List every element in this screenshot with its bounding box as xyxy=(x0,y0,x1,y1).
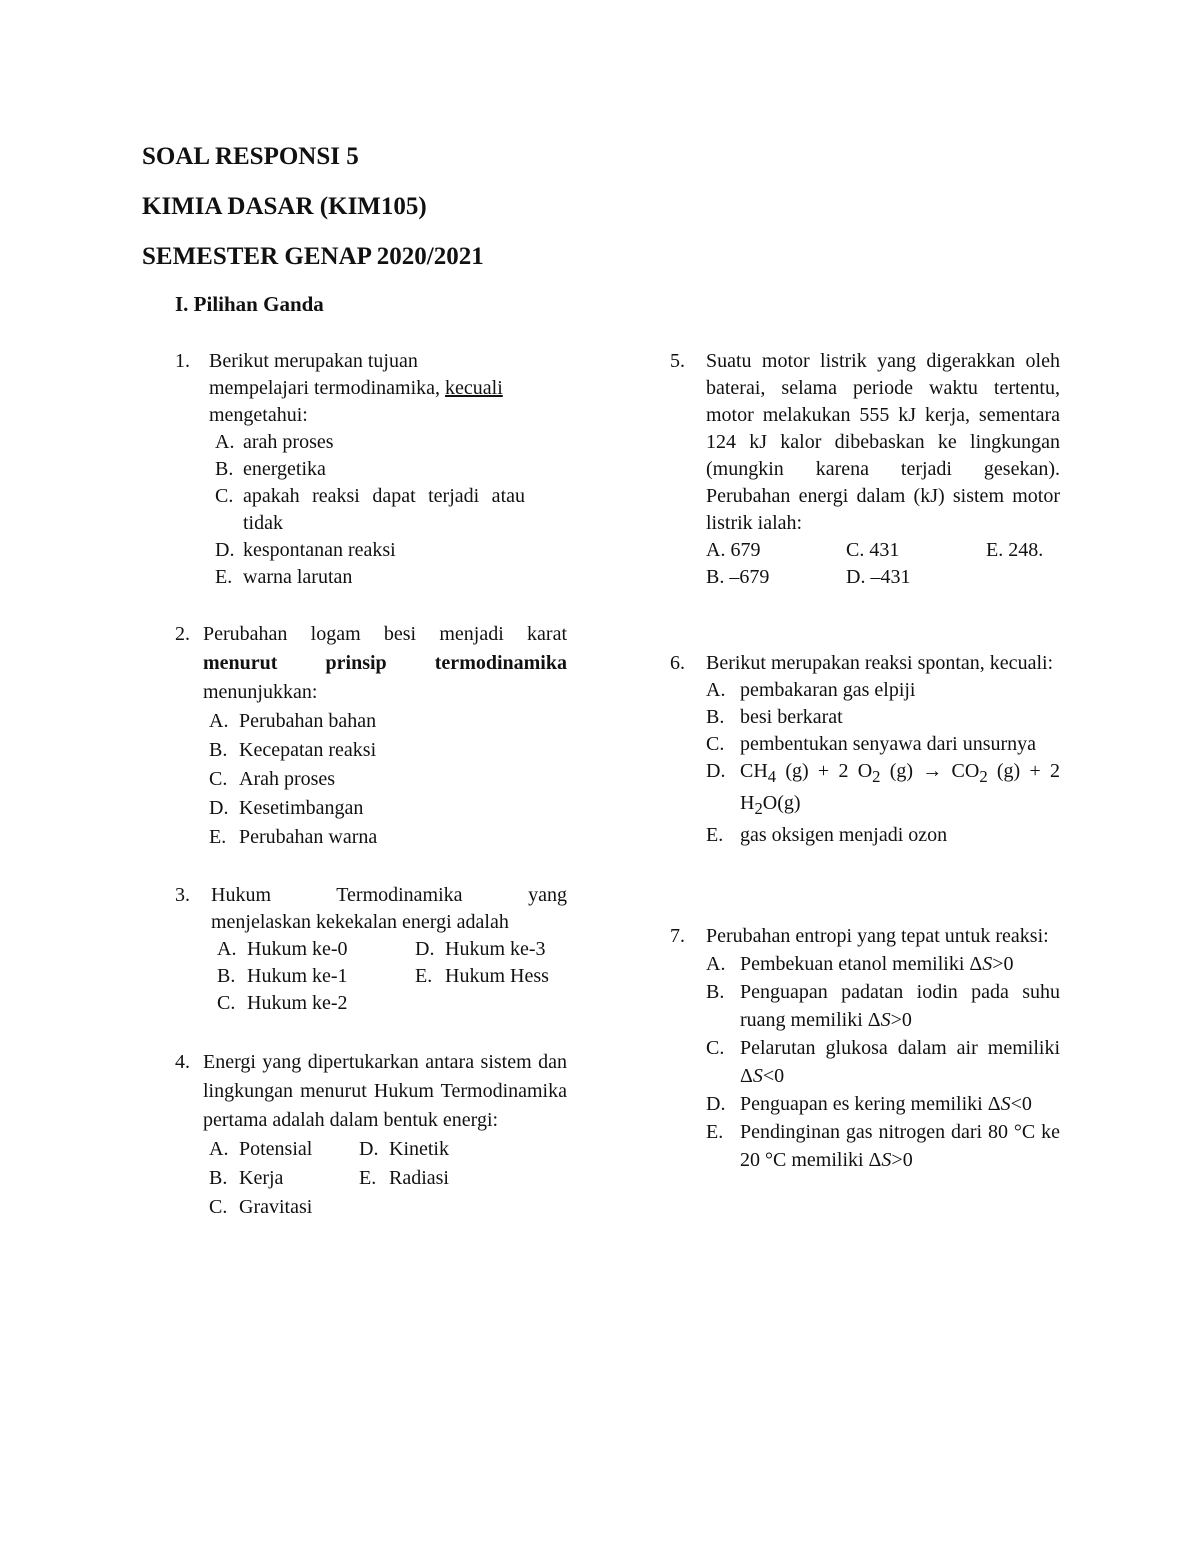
question-1 xyxy=(175,348,567,591)
question-text: Berikut merupakan tujuan mempelajari termodinamika, kecuali mengetahui: xyxy=(209,350,503,426)
option: D. Kesetimbangan xyxy=(209,797,364,819)
question-number: 4. xyxy=(175,1051,190,1073)
option: E. 248. xyxy=(986,539,1044,561)
question-6 xyxy=(670,650,1060,849)
option: B. energetika xyxy=(215,458,326,480)
option-grid xyxy=(217,936,567,1017)
option: D. kespontanan reaksi xyxy=(215,539,396,561)
question-3 xyxy=(175,882,567,1017)
option-equation: D. $CH_4$ (g) + 2 $O_2$ $(g) \to CO_2$ (g) + 2 $H_2O(g)$ xyxy=(706,758,1060,822)
option: B. –679 xyxy=(706,566,770,588)
option: D. –431 xyxy=(846,566,911,588)
option: A. Pembekuan etanol memiliki ΔS>0 xyxy=(706,953,1014,975)
question-2 xyxy=(175,620,567,852)
question-number: 2. xyxy=(175,623,190,645)
option: C. apakah reaksi dapat terjadi atau tidak xyxy=(215,485,525,534)
question-7 xyxy=(670,922,1060,1174)
question-text: Energi yang dipertukarkan antara sistem dan lingkungan menurut Hukum Termodinamika pertama adalah dalam bentuk energi: xyxy=(203,1051,567,1131)
option: E. Pendinginan gas nitrogen dari 80 °C ke 20 °C memiliki ΔS>0 xyxy=(706,1121,1060,1171)
option: B. Kecepatan reaksi xyxy=(209,739,377,761)
option: C. 431 xyxy=(846,539,900,561)
option: D. Kinetik xyxy=(359,1138,449,1160)
question-text: Berikut merupakan reaksi spontan, kecuali: xyxy=(706,652,1054,674)
option: A. 679 xyxy=(706,539,761,561)
option: B. besi berkarat xyxy=(706,706,843,728)
question-text: Perubahan entropi yang tepat untuk reaksi: xyxy=(706,925,1049,947)
question-text: Perubahan logam besi menjadi karat menurut prinsip termodinamika menunjukkan: xyxy=(203,623,567,703)
option: E. warna larutan xyxy=(215,566,353,588)
option: A. Perubahan bahan xyxy=(209,710,377,732)
option: B. Kerja xyxy=(209,1167,284,1189)
question-number: 6. xyxy=(670,652,685,674)
option: C. pembentukan senyawa dari unsurnya xyxy=(706,733,1037,755)
option: E. gas oksigen menjadi ozon xyxy=(706,824,948,846)
option: E. Hukum Hess xyxy=(415,965,549,987)
option: D. Hukum ke-3 xyxy=(415,938,546,960)
option-grid xyxy=(706,537,1060,591)
question-number: 3. xyxy=(175,884,190,906)
option: B. Penguapan padatan iodin pada suhu ruang memiliki ΔS>0 xyxy=(706,981,1060,1031)
option-list xyxy=(209,707,567,852)
option-list xyxy=(706,950,1060,1174)
question-text: Suatu motor listrik yang digerakkan oleh baterai, selama periode waktu tertentu, motor melakukan 555 kJ kerja, sementara 124 kJ kalor dibebaskan ke lingkungan (mungkin karena terjadi gesekan). Perubahan energi dalam (kJ) sistem motor listrik ialah: xyxy=(706,350,1060,534)
option: A. pembakaran gas elpiji xyxy=(706,679,916,701)
option: A. arah proses xyxy=(215,431,334,453)
option-grid xyxy=(209,1135,567,1222)
option: C. Pelarutan glukosa dalam air memiliki ΔS<0 xyxy=(706,1037,1060,1087)
option: E. Perubahan warna xyxy=(209,826,378,848)
question-4 xyxy=(175,1048,567,1222)
question-number: 5. xyxy=(670,350,685,372)
option: C. Hukum ke-2 xyxy=(217,992,348,1014)
option: A. Hukum ke-0 xyxy=(217,938,348,960)
emphasis-bold: menurut prinsip termodinamika xyxy=(203,652,567,674)
question-number: 7. xyxy=(670,925,685,947)
emphasis-underline: kecuali xyxy=(445,377,503,399)
semester-title: SEMESTER GENAP 2020/2021 xyxy=(142,243,484,270)
option: B. Hukum ke-1 xyxy=(217,965,348,987)
chemical-equation: $CH_4$ (g) + 2 $O_2$ $(g) \to CO_2$ (g) + 2 $H_2O(g)$ xyxy=(740,760,1060,818)
option: C. Arah proses xyxy=(209,768,336,790)
course-title: KIMIA DASAR (KIM105) xyxy=(142,193,427,220)
option: E. Radiasi xyxy=(359,1167,449,1189)
question-5 xyxy=(670,348,1060,591)
option: C. Gravitasi xyxy=(209,1196,313,1218)
option: D. Penguapan es kering memiliki ΔS<0 xyxy=(706,1093,1032,1115)
option: A. Potensial xyxy=(209,1138,313,1160)
doc-title: SOAL RESPONSI 5 xyxy=(142,143,359,170)
section-heading: I. Pilihan Ganda xyxy=(175,292,324,316)
option-list xyxy=(215,429,525,591)
option-list xyxy=(706,677,1060,849)
question-number: 1. xyxy=(175,350,190,372)
question-text: Hukum Termodinamika yang menjelaskan kekekalan energi adalah xyxy=(211,884,567,933)
